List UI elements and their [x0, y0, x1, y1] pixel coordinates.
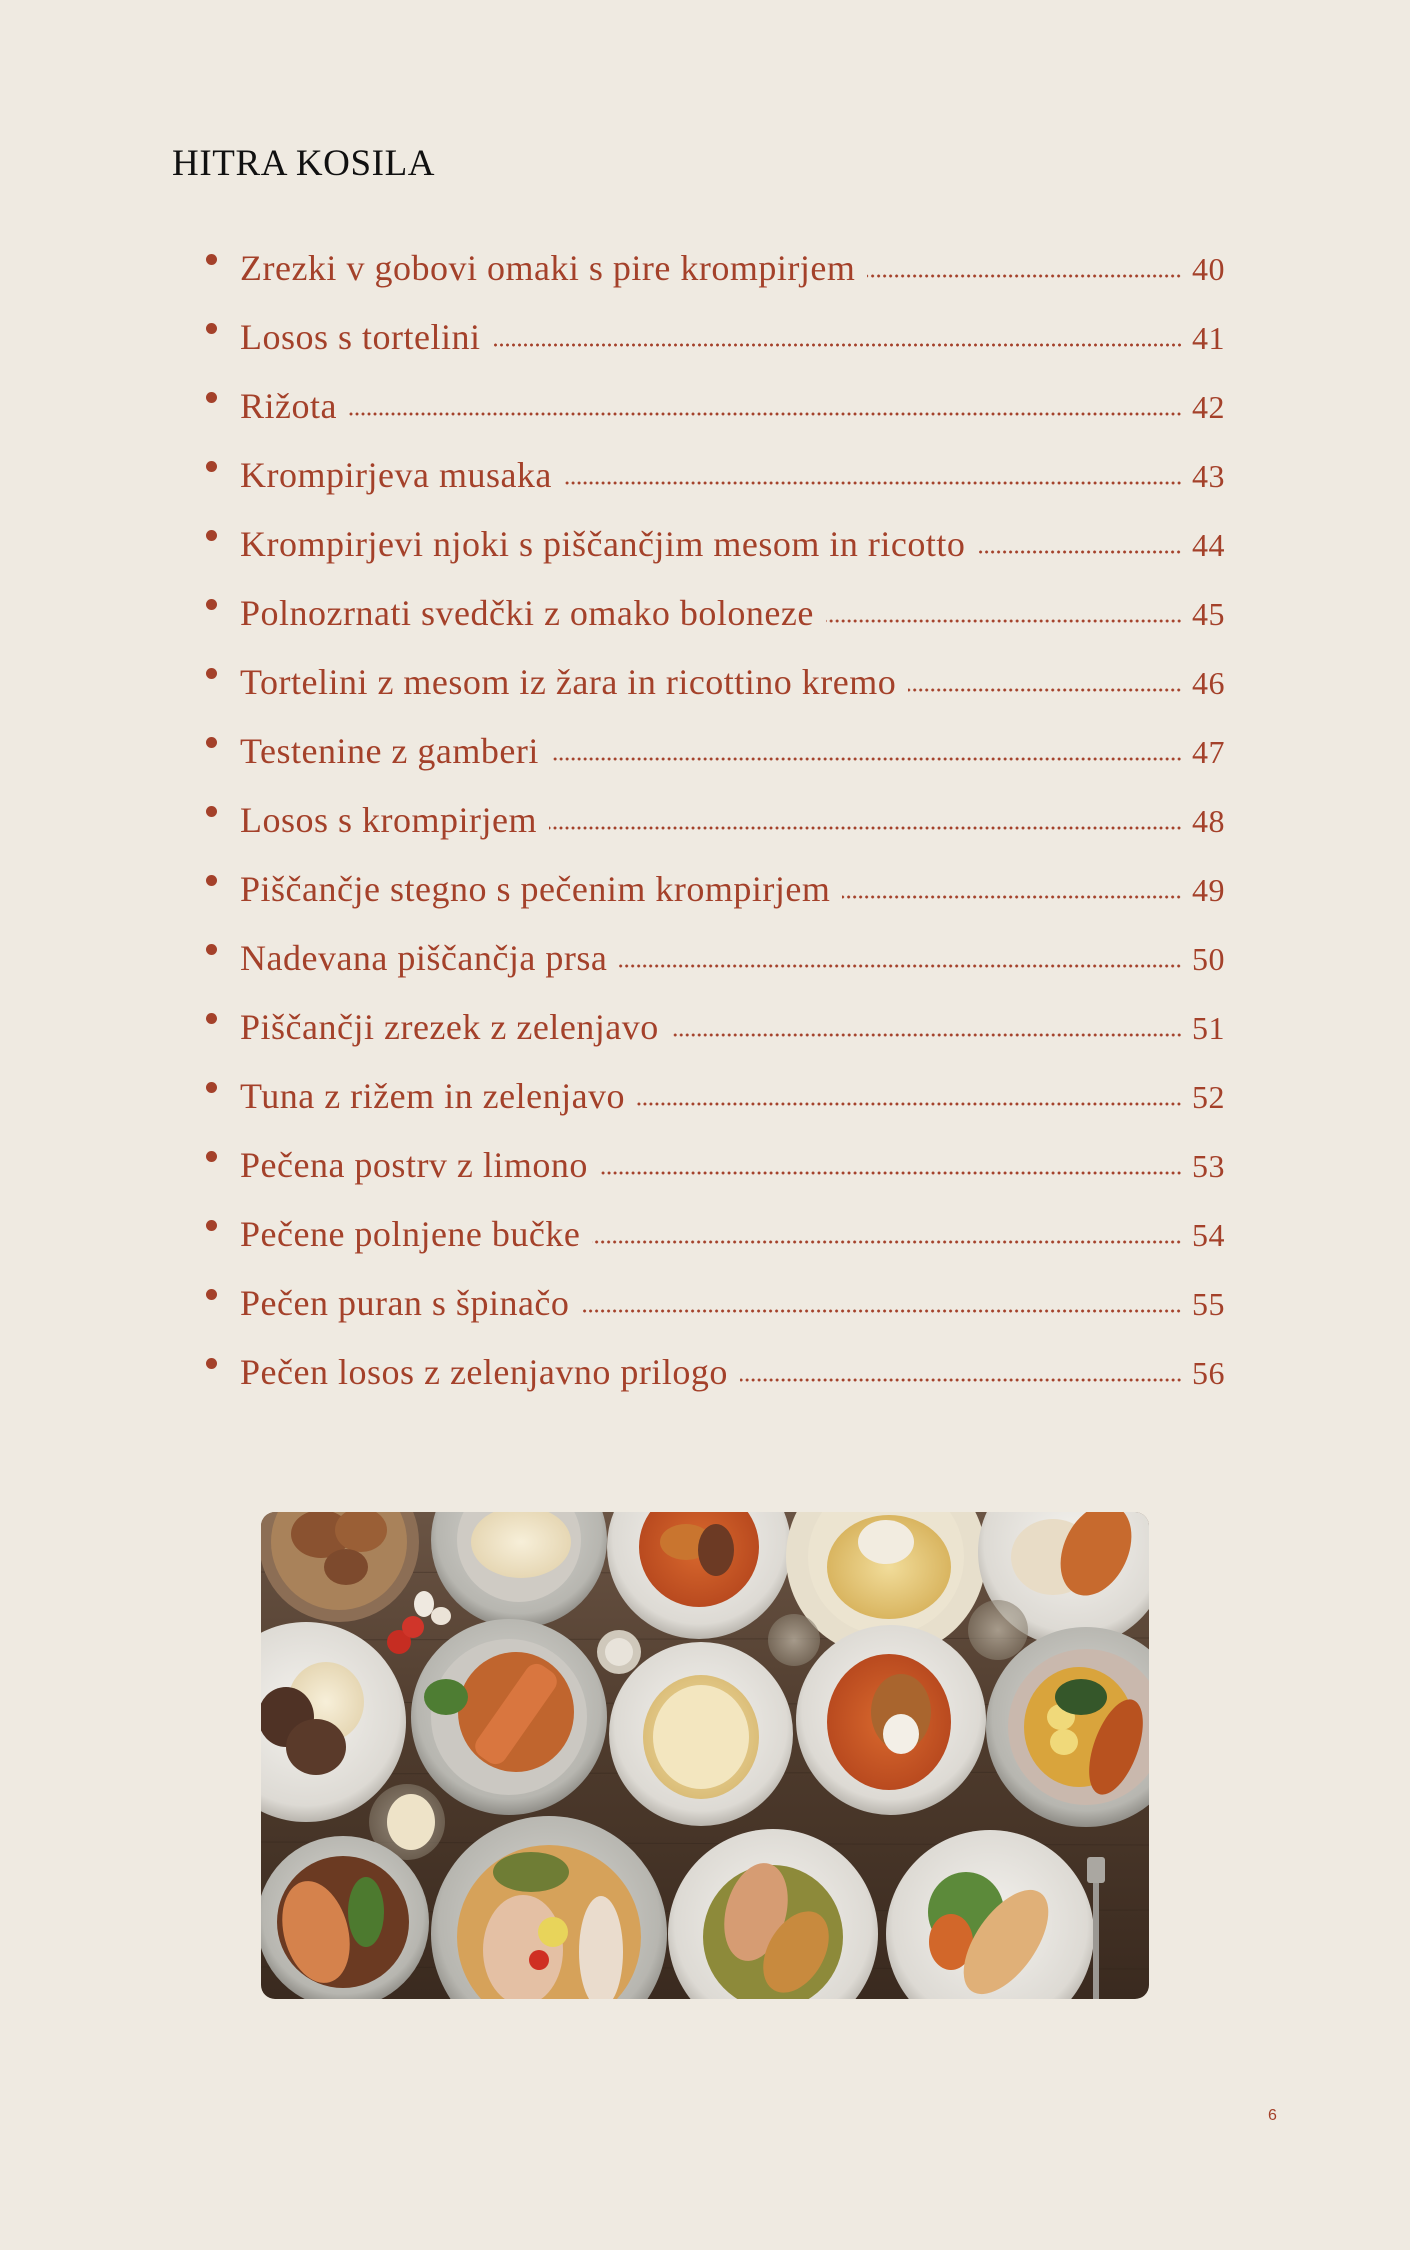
toc-item-title: Pečene polnjene bučke	[240, 1214, 581, 1254]
toc-item-title: Rižota	[240, 386, 337, 426]
toc-item-page: 40	[1192, 251, 1225, 287]
toc-item-page: 45	[1192, 596, 1225, 632]
bullet-icon	[206, 1220, 217, 1231]
toc-item[interactable]	[206, 1338, 1236, 1407]
toc-item[interactable]	[206, 648, 1236, 717]
toc-item-page: 42	[1192, 389, 1225, 425]
toc-item-page: 43	[1192, 458, 1225, 494]
bullet-icon	[206, 668, 217, 679]
dot-leader	[619, 964, 1182, 968]
dot-leader	[600, 1171, 1182, 1175]
section-title: HITRA KOSILA	[172, 143, 436, 184]
dot-leader	[977, 550, 1182, 554]
toc-item[interactable]	[206, 1200, 1236, 1269]
food-photo	[261, 1512, 1149, 1999]
toc-item-title: Krompirjevi njoki s piščančjim mesom in ricotto	[240, 524, 966, 564]
dot-leader	[493, 343, 1183, 347]
toc-item[interactable]	[206, 993, 1236, 1062]
bullet-icon	[206, 323, 217, 334]
toc-item-title: Losos s tortelini	[240, 317, 481, 357]
bullet-icon	[206, 1013, 217, 1024]
bullet-icon	[206, 254, 217, 265]
bullet-icon	[206, 737, 217, 748]
bullet-icon	[206, 806, 217, 817]
bullet-icon	[206, 1358, 217, 1369]
toc-item[interactable]	[206, 924, 1236, 993]
food-photo-illustration	[261, 1512, 1149, 1999]
toc-item-title: Losos s krompirjem	[240, 800, 537, 840]
toc-item-page: 55	[1192, 1286, 1225, 1322]
toc-item[interactable]	[206, 1269, 1236, 1338]
toc-item-page: 49	[1192, 872, 1225, 908]
dot-leader	[551, 757, 1182, 761]
toc-item[interactable]	[206, 303, 1236, 372]
dot-leader	[867, 274, 1182, 278]
toc-item-title: Nadevana piščančja prsa	[240, 938, 608, 978]
toc-item-page: 50	[1192, 941, 1225, 977]
toc-item-page: 51	[1192, 1010, 1225, 1046]
toc-item[interactable]	[206, 510, 1236, 579]
toc-item[interactable]	[206, 234, 1236, 303]
toc-item[interactable]	[206, 1131, 1236, 1200]
bullet-icon	[206, 461, 217, 472]
bullet-icon	[206, 599, 217, 610]
bullet-icon	[206, 1289, 217, 1300]
toc-item-page: 54	[1192, 1217, 1225, 1253]
bullet-icon	[206, 1151, 217, 1162]
page-number: 6	[1268, 2107, 1277, 2124]
toc-item-page: 41	[1192, 320, 1225, 356]
dot-leader	[564, 481, 1182, 485]
table-of-contents	[206, 234, 1236, 1407]
dot-leader	[740, 1378, 1182, 1382]
toc-item[interactable]	[206, 717, 1236, 786]
dot-leader	[671, 1033, 1182, 1037]
toc-item-page: 53	[1192, 1148, 1225, 1184]
toc-item-title: Pečen puran s špinačo	[240, 1283, 570, 1323]
toc-item-title: Testenine z gamberi	[240, 731, 539, 771]
toc-item[interactable]	[206, 441, 1236, 510]
dot-leader	[826, 619, 1182, 623]
toc-item-page: 44	[1192, 527, 1225, 563]
bullet-icon	[206, 392, 217, 403]
toc-item-title: Tortelini z mesom iz žara in ricottino kremo	[240, 662, 897, 702]
bullet-icon	[206, 944, 217, 955]
toc-item-title: Zrezki v gobovi omaki s pire krompirjem	[240, 248, 856, 288]
toc-item-title: Piščančje stegno s pečenim krompirjem	[240, 869, 831, 909]
toc-item-page: 56	[1192, 1355, 1225, 1391]
bullet-icon	[206, 530, 217, 541]
toc-item-title: Pečena postrv z limono	[240, 1145, 588, 1185]
toc-item-title: Pečen losos z zelenjavno prilogo	[240, 1352, 728, 1392]
bullet-icon	[206, 875, 217, 886]
toc-item-page: 47	[1192, 734, 1225, 770]
toc-item[interactable]	[206, 372, 1236, 441]
dot-leader	[549, 826, 1182, 830]
toc-item[interactable]	[206, 1062, 1236, 1131]
dot-leader	[349, 412, 1182, 416]
toc-item-title: Piščančji zrezek z zelenjavo	[240, 1007, 659, 1047]
toc-item[interactable]	[206, 855, 1236, 924]
toc-item-title: Tuna z rižem in zelenjavo	[240, 1076, 626, 1116]
dot-leader	[908, 688, 1182, 692]
toc-item-title: Krompirjeva musaka	[240, 455, 552, 495]
toc-item-page: 52	[1192, 1079, 1225, 1115]
dot-leader	[592, 1240, 1182, 1244]
toc-item[interactable]	[206, 786, 1236, 855]
toc-item-page: 46	[1192, 665, 1225, 701]
dot-leader	[637, 1102, 1182, 1106]
bullet-icon	[206, 1082, 217, 1093]
toc-item-page: 48	[1192, 803, 1225, 839]
dot-leader	[842, 895, 1182, 899]
dot-leader	[581, 1309, 1182, 1313]
toc-item[interactable]	[206, 579, 1236, 648]
toc-item-title: Polnozrnati svedčki z omako boloneze	[240, 593, 814, 633]
